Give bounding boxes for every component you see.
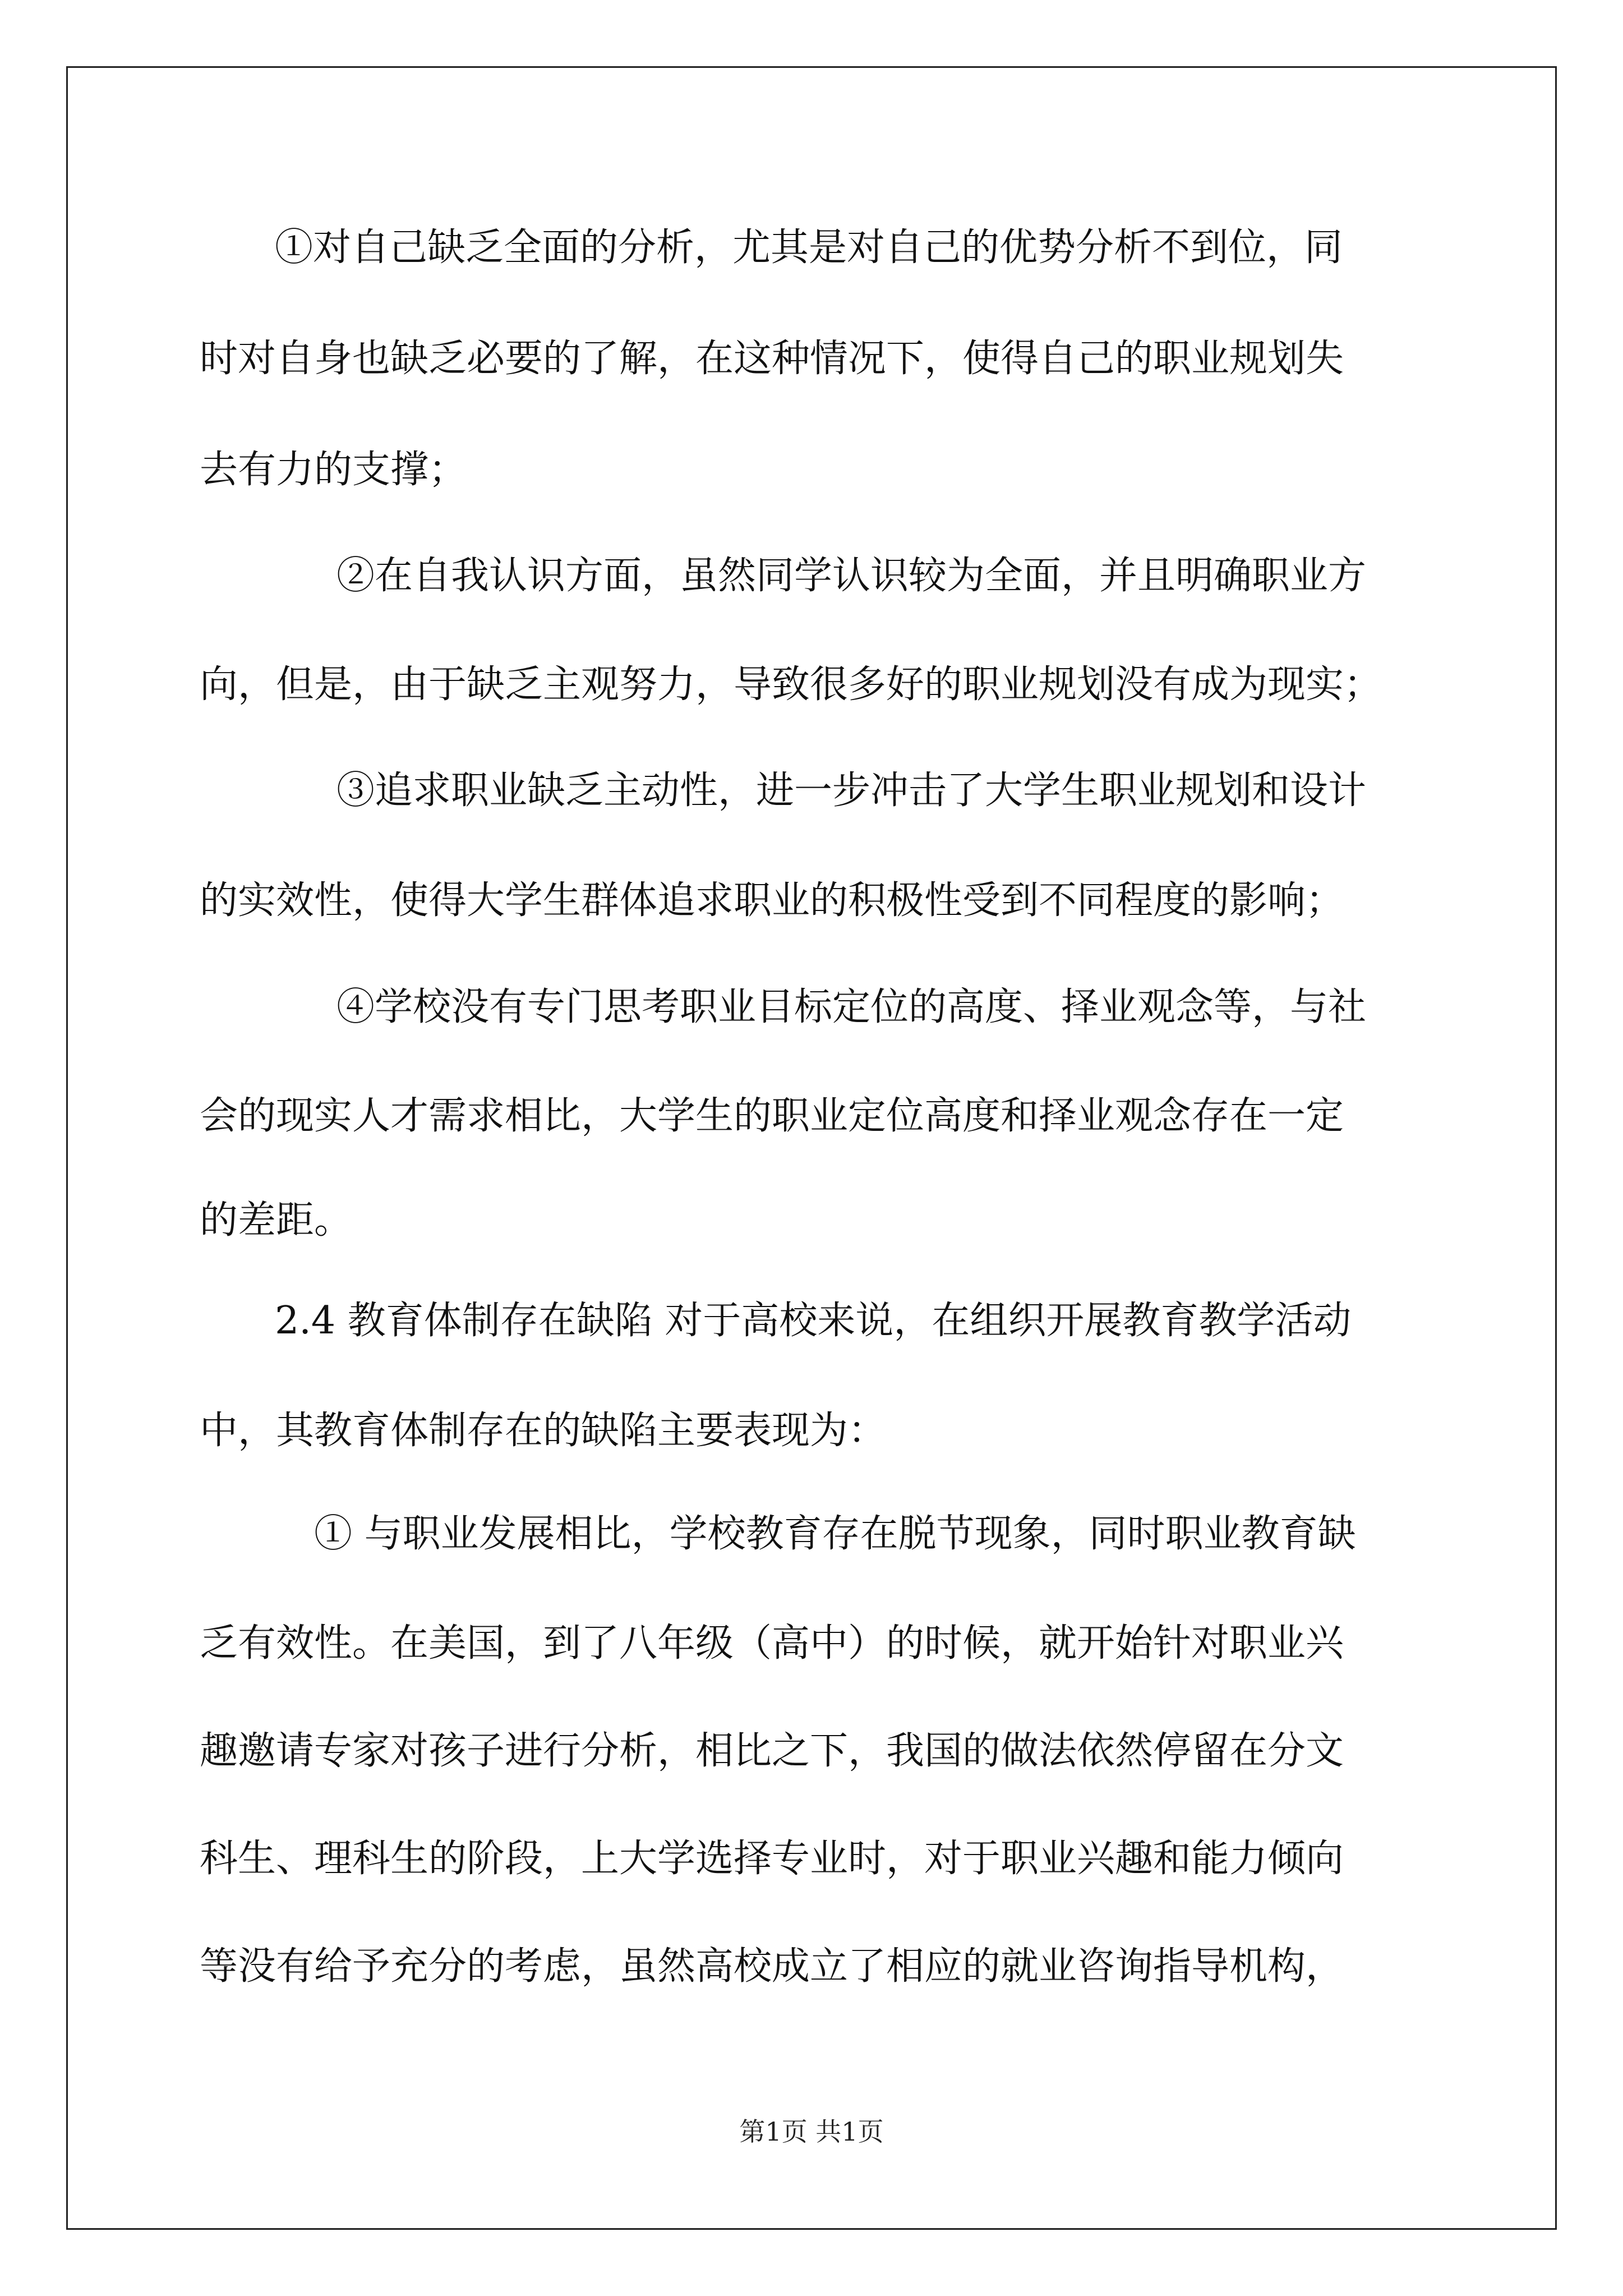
text-line: 等没有给予充分的考虑，虽然高校成立了相应的就业咨询指导机构， (200, 1944, 1344, 1989)
text-line: ①对自己缺乏全面的分析，尤其是对自己的优势分析不到位，同 (275, 226, 1343, 270)
text-line: 中，其教育体制存在的缺陷主要表现为： (200, 1409, 887, 1453)
text-line: 的差距。 (200, 1198, 353, 1243)
text-line: 乏有效性。在美国，到了八年级（高中）的时候，就开始针对职业兴 (200, 1621, 1344, 1665)
text-line: 时对自身也缺乏必要的了解，在这种情况下，使得自己的职业规划失 (200, 337, 1344, 381)
page-footer: 第1页 共1页 (739, 2116, 884, 2147)
text-line: ③追求职业缺乏主动性，进一步冲击了大学生职业规划和设计 (336, 769, 1367, 813)
text-line: ① 与职业发展相比，学校教育存在脱节现象，同时职业教育缺 (314, 1512, 1356, 1556)
text-line: 趣邀请专家对孩子进行分析，相比之下，我国的做法依然停留在分文 (200, 1729, 1344, 1773)
section-heading-line: 2.4 教育体制存在缺陷 对于高校来说，在组织开展教育教学活动 (275, 1299, 1352, 1343)
text-line: 去有力的支撑； (200, 448, 467, 492)
text-line: 向，但是，由于缺乏主观努力，导致很多好的职业规划没有成为现实； (200, 662, 1382, 707)
page-border (66, 66, 1557, 2230)
text-line: 的实效性，使得大学生群体追求职业的积极性受到不同程度的影响； (200, 878, 1344, 923)
text-line: 科生、理科生的阶段，上大学选择专业时，对于职业兴趣和能力倾向 (200, 1837, 1344, 1881)
text-line: ④学校没有专门思考职业目标定位的高度、择业观念等，与社 (336, 985, 1367, 1029)
text-line: 会的现实人才需求相比，大学生的职业定位高度和择业观念存在一定 (200, 1094, 1344, 1138)
text-line: ②在自我认识方面，虽然同学认识较为全面，并且明确职业方 (336, 554, 1367, 598)
